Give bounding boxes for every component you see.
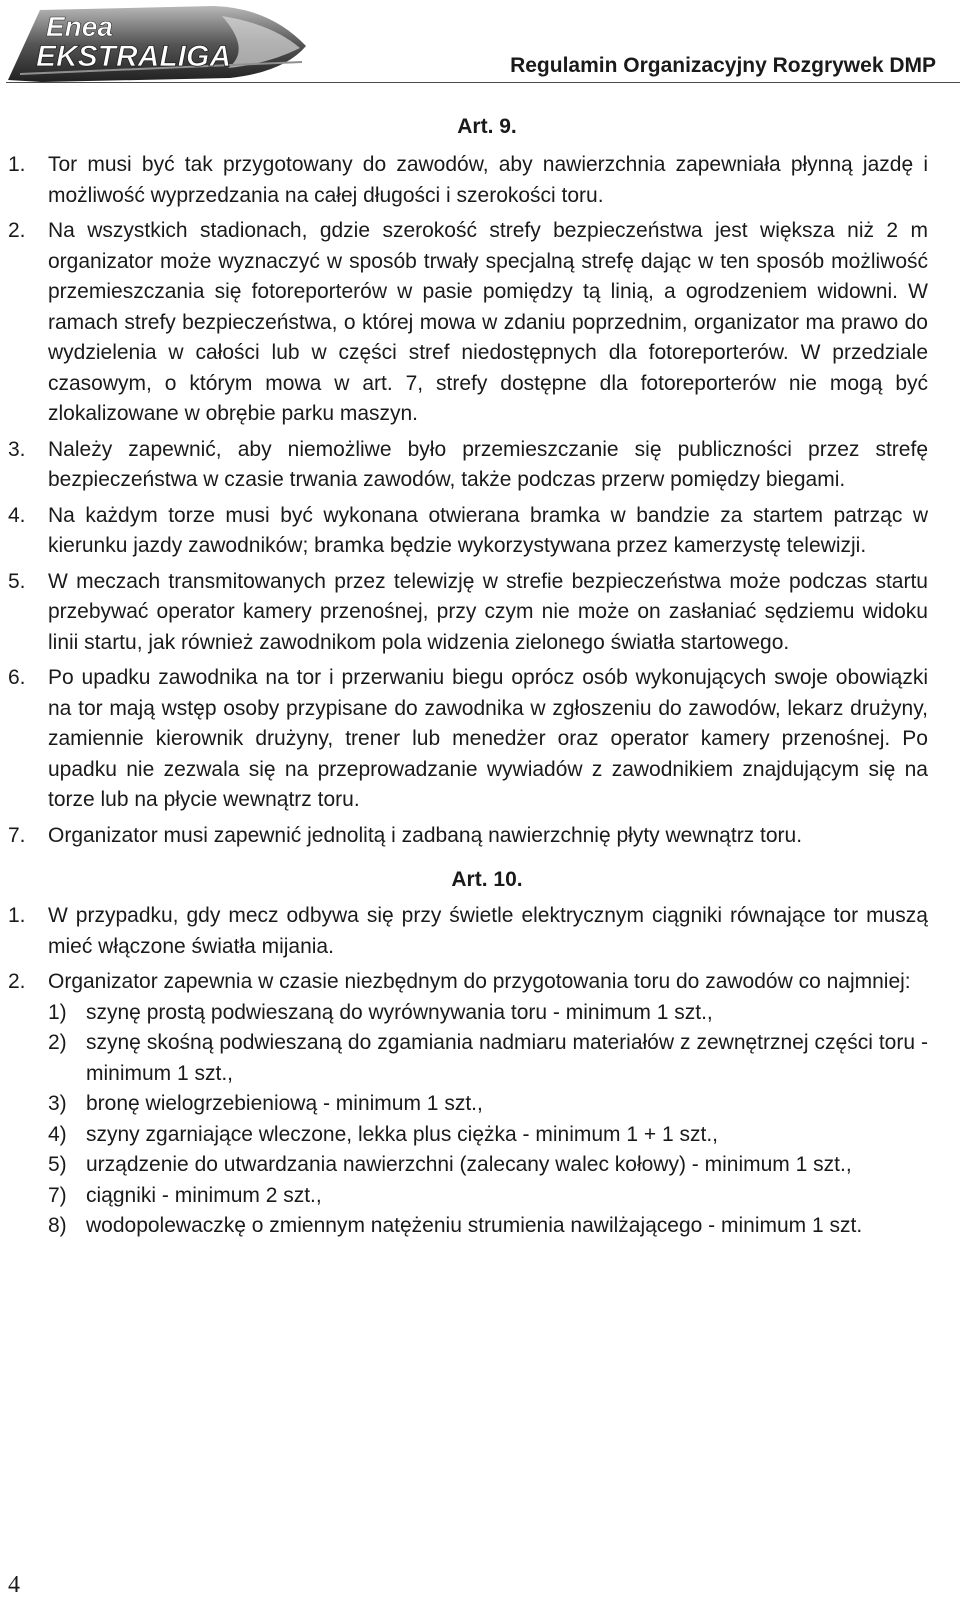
list-item-number: 2)	[48, 1031, 67, 1054]
page-header	[0, 0, 960, 86]
item-text: Należy zapewnić, aby niemożliwe było przemieszczanie się publiczności przez strefę bezpieczeństwa w czasie trwania zawodów, także podczas przerw pomiędzy biegami.	[48, 437, 928, 491]
item-text: Organizator zapewnia w czasie niezbędnym do przygotowania toru do zawodów co najmniej:	[48, 970, 911, 993]
document-body	[0, 112, 960, 1247]
list-item-text: bronę wielogrzebieniową - minimum 1 szt.,	[86, 1092, 483, 1115]
item-text: Na wszystkich stadionach, gdzie szerokość strefy bezpieczeństwa jest większa niż 2 m organizator może wyznaczyć w sposób trwały specjalną strefę dając w ten sposób możliwość przemieszczania się fotoreporterów w pasie pomiędzy tą linią, a ogrodzeniem widowni. W ramach strefy bezpieczeństwa, o której mowa w zdaniu poprzednim, organizator ma prawo do wydzielenia w całości lub w części stref niedostępnych dla fotoreporterów. W przedziale czasowym, o którym mowa w art. 7, strefy dostępne dla fotoreporterów nie mogą być zlokalizowane w obrębie parku maszyn.	[48, 219, 928, 425]
art9-item	[0, 216, 960, 430]
list-item	[48, 1089, 928, 1120]
art10-item	[0, 967, 960, 1242]
svg-text:EKSTRALIGA: EKSTRALIGA	[36, 40, 231, 73]
list-item	[48, 998, 928, 1029]
enea-ekstraliga-logo	[2, 2, 314, 84]
article-10-heading: Art. 10.	[451, 868, 523, 891]
item-text: W przypadku, gdy mecz odbywa się przy świetle elektrycznym ciągniki równające tor muszą mieć włączone światła mijania.	[48, 904, 928, 958]
list-item	[48, 1211, 928, 1242]
list-item	[48, 1181, 928, 1212]
page-number: 4	[8, 1572, 20, 1598]
item-text: Tor musi być tak przygotowany do zawodów, aby nawierzchnia zapewniała płynną jazdę i możliwość wyprzedzania na całej długości i szerokości toru.	[48, 153, 928, 207]
list-item-text: urządzenie do utwardzania nawierzchni (zalecany walec kołowy) - minimum 1 szt.,	[86, 1153, 852, 1176]
item-number: 1.	[8, 153, 26, 176]
document-title: Regulamin Organizacyjny Rozgrywek DMP	[510, 54, 936, 77]
art9-item	[0, 435, 960, 496]
list-item-number: 7)	[48, 1183, 67, 1207]
item-number: 2.	[8, 970, 26, 993]
list-item-number: 8)	[48, 1214, 67, 1237]
list-item-number: 5)	[48, 1153, 67, 1176]
item-number: 5.	[8, 569, 26, 593]
art9-item	[0, 150, 960, 211]
item-number: 6.	[8, 666, 26, 689]
art9-item	[0, 501, 960, 562]
art9-item	[0, 663, 960, 816]
list-item-number: 1)	[48, 1000, 67, 1024]
article-9-heading: Art. 9.	[457, 115, 517, 138]
list-item	[48, 1150, 928, 1181]
item-text: Organizator musi zapewnić jednolitą i zadbaną nawierzchnię płyty wewnątrz toru.	[48, 823, 803, 847]
list-item	[48, 1120, 928, 1151]
art9-item	[0, 821, 960, 852]
item-number: 4.	[8, 503, 26, 527]
list-item	[48, 1028, 928, 1089]
equipment-list	[48, 998, 928, 1242]
list-item-text: ciągniki - minimum 2 szt.,	[86, 1183, 322, 1207]
list-item-text: wodopolewaczkę o zmiennym natężeniu strumienia nawilżającego - minimum 1 szt.	[86, 1214, 863, 1237]
list-item-text: szynę skośną podwieszaną do zgamiania nadmiaru materiałów z zewnętrznej części toru - minimum 1 szt.,	[86, 1031, 928, 1085]
item-number: 7.	[8, 823, 26, 847]
header-divider	[6, 82, 960, 83]
list-item-text: szynę prostą podwieszaną do wyrównywania toru - minimum 1 szt.,	[86, 1000, 713, 1024]
item-text-with-list	[48, 967, 928, 1242]
item-text: Na każdym torze musi być wykonana otwierana bramka w bandzie za startem patrząc w kierunku jazdy zawodników; bramka będzie wykorzystywana przez kamerzystę telewizji.	[48, 503, 928, 557]
svg-text:Enea: Enea	[46, 11, 113, 42]
art10-item	[0, 901, 960, 962]
item-number: 2.	[8, 219, 26, 242]
item-text: W meczach transmitowanych przez telewizję w strefie bezpieczeństwa może podczas startu przebywać operator kamery przenośnej, przy czym nie może on zasłaniać sędziemu widoku linii startu, jak również zawodnikom pola widzenia zielonego światła startowego.	[48, 569, 928, 654]
item-number: 3.	[8, 437, 26, 461]
item-number: 1.	[8, 904, 26, 927]
list-item-number: 3)	[48, 1092, 67, 1115]
art9-item	[0, 567, 960, 659]
list-item-text: szyny zgarniające wleczone, lekka plus ciężka - minimum 1 + 1 szt.,	[86, 1122, 718, 1146]
item-text: Po upadku zawodnika na tor i przerwaniu biegu oprócz osób wykonujących swoje obowiązki na tor mają wstęp osoby przypisane do zawodnika w zgłoszeniu do zawodów, lekarz drużyny, zamiennie kierownik drużyny, trener lub menedżer oraz operator kamery przenośnej. Po upadku nie zezwala się na przeprowadzanie wywiadów z zawodnikiem znajdującym się na torze lub na płycie wewnątrz toru.	[48, 666, 928, 811]
list-item-number: 4)	[48, 1122, 67, 1146]
